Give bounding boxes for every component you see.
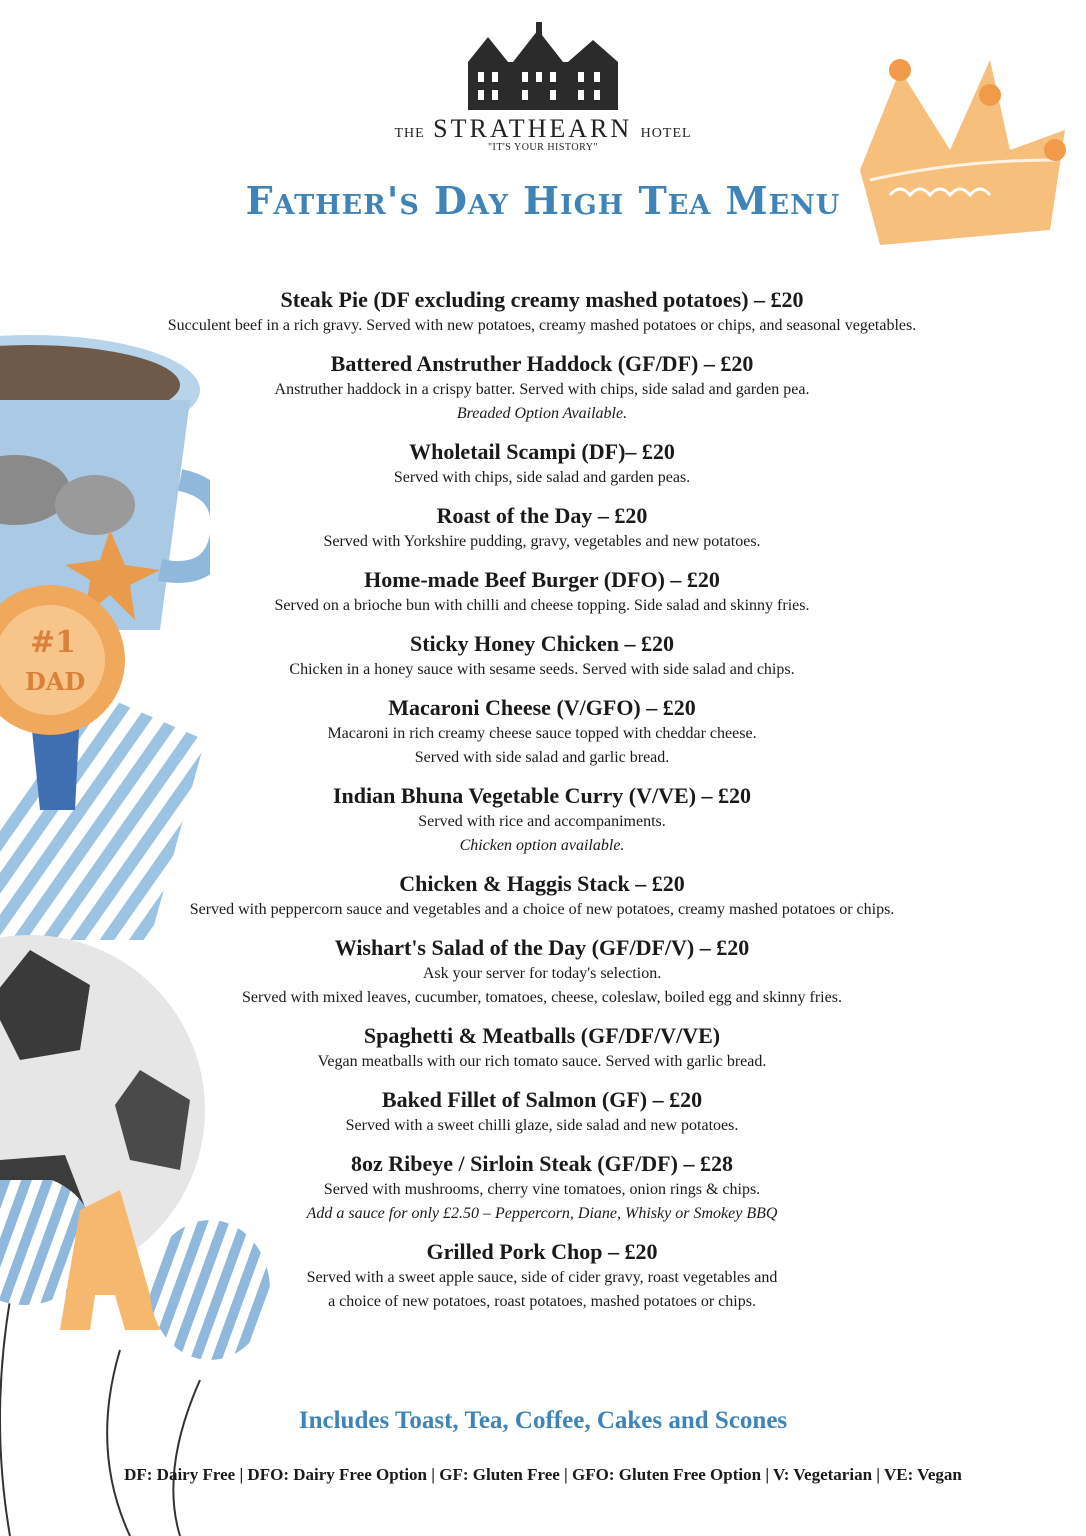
hotel-name [0,114,1086,144]
dietary-key: DF: Dairy Free | DFO: Dairy Free Option | GF: Gluten Free | GFO: Gluten Free Option | V: Vegetarian | VE: Vegan [124,1465,962,1484]
menu-item-description: Served with a sweet apple sauce, side of cider gravy, roast vegetables and [306,1269,778,1286]
menu-item-title: Home-made Beef Burger (DFO) – £20 [364,567,720,592]
menu-item [90,286,994,338]
menu-item [90,630,994,682]
menu-item [90,1022,994,1074]
menu-item-title: Roast of the Day – £20 [436,503,648,528]
includes-banner: Includes Toast, Tea, Coffee, Cakes and Scones [298,1407,788,1434]
menu-item-title: Spaghetti & Meatballs (GF/DF/V/VE) [363,1023,721,1048]
menu-item [90,1086,994,1138]
hotel-building-icon [458,22,628,112]
hotel-logo [0,22,1086,153]
menu-item-title: Baked Fillet of Salmon (GF) – £20 [381,1087,703,1112]
menu-item-note: Chicken option available. [459,837,625,854]
menu-item-title: Sticky Honey Chicken – £20 [409,631,675,656]
menu-list [90,286,994,1326]
menu-item-title: Grilled Pork Chop – £20 [426,1239,658,1264]
menu-item-description: Served with a sweet chilli glaze, side salad and new potatoes. [345,1117,739,1134]
menu-item-description: Served with side salad and garlic bread. [414,749,670,766]
menu-item-description: Served with peppercorn sauce and vegetables and a choice of new potatoes, creamy mashed potatoes or chips. [189,901,895,918]
menu-item-description: a choice of new potatoes, roast potatoes, mashed potatoes or chips. [328,1293,756,1310]
menu-item-title: 8oz Ribeye / Sirloin Steak (GF/DF) – £28 [351,1151,733,1176]
menu-item-description: Vegan meatballs with our rich tomato sauce. Served with garlic bread. [317,1053,767,1070]
menu-item-description: Macaroni in rich creamy cheese sauce topped with cheddar cheese. [327,725,757,742]
menu-item-title: Battered Anstruther Haddock (GF/DF) – £20 [330,351,754,376]
menu-item-title: Macaroni Cheese (V/GFO) – £20 [388,695,696,720]
menu-item-title: Indian Bhuna Vegetable Curry (V/VE) – £20 [332,783,752,808]
menu-item [90,502,994,554]
menu-item [90,1238,994,1314]
menu-item-title: Wholetail Scampi (DF)– £20 [409,439,675,464]
menu-item-description: Served with rice and accompaniments. [418,813,666,830]
menu-item-description: Chicken in a honey sauce with sesame seeds. Served with side salad and chips. [289,661,795,678]
menu-item-description: Ask your server for today's selection. [422,965,662,982]
menu-item [90,566,994,618]
menu-item-note: Breaded Option Available. [456,405,628,422]
svg-text:DAD: DAD [25,667,86,696]
menu-item-note: Add a sauce for only £2.50 – Peppercorn, Diane, Whisky or Smokey BBQ [306,1205,778,1222]
hotel-name-suffix: HOTEL [640,126,692,141]
menu-item-description: Served with mushrooms, cherry vine tomatoes, onion rings & chips. [323,1181,761,1198]
hotel-name-main: STRATHEARN [433,114,633,143]
menu-item [90,350,994,426]
menu-item [90,694,994,770]
menu-item [90,782,994,858]
menu-item-description: Served on a brioche bun with chilli and cheese topping. Side salad and skinny fries. [274,597,810,614]
menu-item [90,870,994,922]
menu-item-description: Served with mixed leaves, cucumber, tomatoes, cheese, coleslaw, boiled egg and skinny fries. [242,989,842,1006]
menu-item-description: Anstruther haddock in a crispy batter. Served with chips, side salad and garden pea. [274,381,810,398]
menu-item-title: Chicken & Haggis Stack – £20 [399,871,685,896]
menu-item [90,934,994,1010]
menu-item-title: Steak Pie (DF excluding creamy mashed potatoes) – £20 [280,287,804,312]
svg-text:#1: #1 [30,625,77,660]
menu-item [90,438,994,490]
menu-item-title: Wishart's Salad of the Day (GF/DF/V) – £20 [334,935,750,960]
menu-item-description: Served with chips, side salad and garden peas. [393,469,691,486]
menu-item-description: Served with Yorkshire pudding, gravy, vegetables and new potatoes. [323,533,761,550]
hotel-tagline: "IT'S YOUR HISTORY" [487,142,599,153]
menu-item [90,1150,994,1226]
menu-item-description: Succulent beef in a rich gravy. Served with new potatoes, creamy mashed potatoes or chips, and seasonal vegetables. [167,317,917,334]
page-title: Father's Day High Tea Menu [245,178,841,223]
hotel-name-prefix: THE [394,126,425,141]
